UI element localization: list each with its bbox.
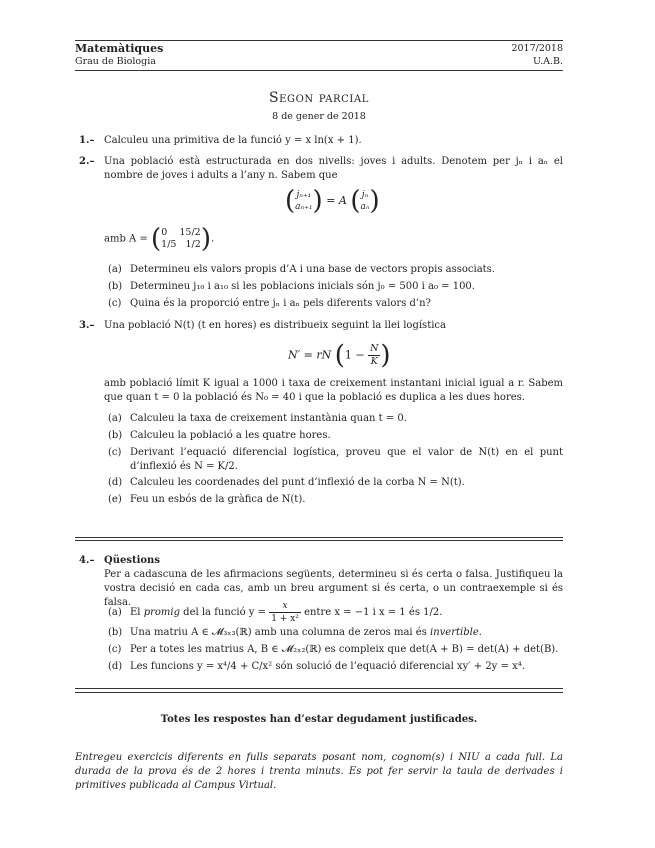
footer-rule-bottom	[75, 692, 563, 693]
question-4d: (d) Les funcions y = x⁴/4 + C/x² són solució de l’equació diferencial xy′ + 2y = x⁴.	[108, 661, 525, 672]
question-2-intro: Una població està estructurada en dos nivells: joves i adults. Denotem per jₙ i aₙ el nombre de joves i adults a l’any n. Sabem que	[104, 156, 563, 181]
question-3-number: 3.–	[79, 320, 95, 331]
question-3-intro: Una població N(t) (t en hores) es distribueix seguint la llei logística	[104, 320, 446, 331]
question-3a: (a) Calculeu la taxa de creixement instantània quan t = 0.	[108, 413, 407, 424]
matrix-A-row2: 1/5 1/2	[161, 239, 201, 250]
exam-title: Segon parcial	[268, 90, 370, 106]
question-1-number: 1.–	[79, 135, 95, 146]
section-divider-top	[75, 537, 563, 538]
exam-date: 8 de gener de 2018	[272, 111, 366, 122]
header-top-rule	[75, 40, 563, 41]
question-2-recurrence-equation: (jₙ₊₁ aₙ₊₁) = A (jₙ aₙ)	[285, 186, 380, 216]
section-divider-bottom	[75, 540, 563, 541]
university-name: U.A.B.	[532, 56, 563, 67]
academic-year: 2017/2018	[511, 43, 563, 54]
question-2b: (b) Determineu j₁₀ i a₁₀ si les poblacions inicials són j₀ = 500 i a₀ = 100.	[108, 281, 475, 292]
question-3d: (d) Calculeu les coordenades del punt d’inflexió de la corba N = N(t).	[108, 477, 465, 488]
matrix-A-row1: 0 15/2	[161, 227, 201, 238]
question-1-text: Calculeu una primitiva de la funció y = x ln(x + 1).	[104, 135, 362, 146]
question-4-number: 4.–	[79, 555, 95, 566]
eq-left-top: jₙ₊₁	[296, 190, 312, 200]
question-3b: (b) Calculeu la població a les quatre hores.	[108, 430, 331, 441]
justification-notice: Totes les respostes han d’estar degudament justificades.	[160, 714, 478, 725]
exam-instructions: Entregeu exercicis diferents en fulls separats posant nom, cognom(s) i NIU a cada full. La durada de la prova és de 2 hores i trenta minuts. Es pot fer servir la taula de derivades i primitives publicada al Campus Virtual.	[75, 752, 563, 791]
question-4a: (a) El promig del la funció y = $\frac{x}{\text{1 + x²}}$ entre x = −1 i x = 1 és 1/2.	[108, 601, 443, 624]
matrix-A-label: amb A =	[104, 233, 148, 245]
question-2c: (c) Quina és la proporció entre jₙ i aₙ pels diferents valors d’n?	[108, 298, 431, 309]
header-bottom-rule	[75, 70, 563, 71]
degree-name: Grau de Biologia	[75, 56, 156, 67]
question-2-number: 2.–	[79, 156, 95, 167]
question-3c: (c) Derivant l’equació diferencial logística, proveu que el valor de N(t) en el punt d’inflexió és N = K/2.	[108, 447, 563, 472]
eq-right-top: jₙ	[361, 190, 369, 200]
eq-left-bottom: aₙ₊₁	[295, 202, 313, 212]
question-4-intro: Per a cadascuna de les afirmacions següents, determineu si és certa o falsa. Justifiqueu la vostra decisió en cada cas, amb un breu argument si és certa, o un contraexemple si és falsa.	[104, 569, 563, 608]
eq-middle: = A	[326, 194, 347, 207]
matrix-A-definition: amb A = (0 15/2 1/5 1/2).	[104, 224, 215, 254]
logistic-equation: N′ = rN (1 − $\frac{N}{K}$ )	[288, 340, 391, 371]
question-4b: (b) Una matriu A ∈ 𝓜₃ₓ₃(ℝ) amb una columna de zeros mai és invertible.	[108, 627, 482, 638]
question-3-paragraph: amb població límit K igual a 1000 i taxa de creixement instantani inicial igual a r. Sabem que quan t = 0 la població és N₀ = 40 i que la població es duplica a les dues hores.	[104, 378, 563, 403]
question-3e: (e) Feu un esbós de la gràfica de N(t).	[108, 494, 306, 505]
footer-rule-top	[75, 688, 563, 689]
eq-right-bottom: aₙ	[360, 202, 370, 212]
question-2a: (a) Determineu els valors propis d’A i una base de vectors propis associats.	[108, 264, 495, 275]
question-4c: (c) Per a totes les matrius A, B ∈ 𝓜₂ₓ₂(ℝ) es compleix que det(A + B) = det(A) + det(B).	[108, 644, 559, 655]
subject-title: Matemàtiques	[75, 42, 164, 55]
question-4-title: Qüestions	[104, 555, 160, 566]
